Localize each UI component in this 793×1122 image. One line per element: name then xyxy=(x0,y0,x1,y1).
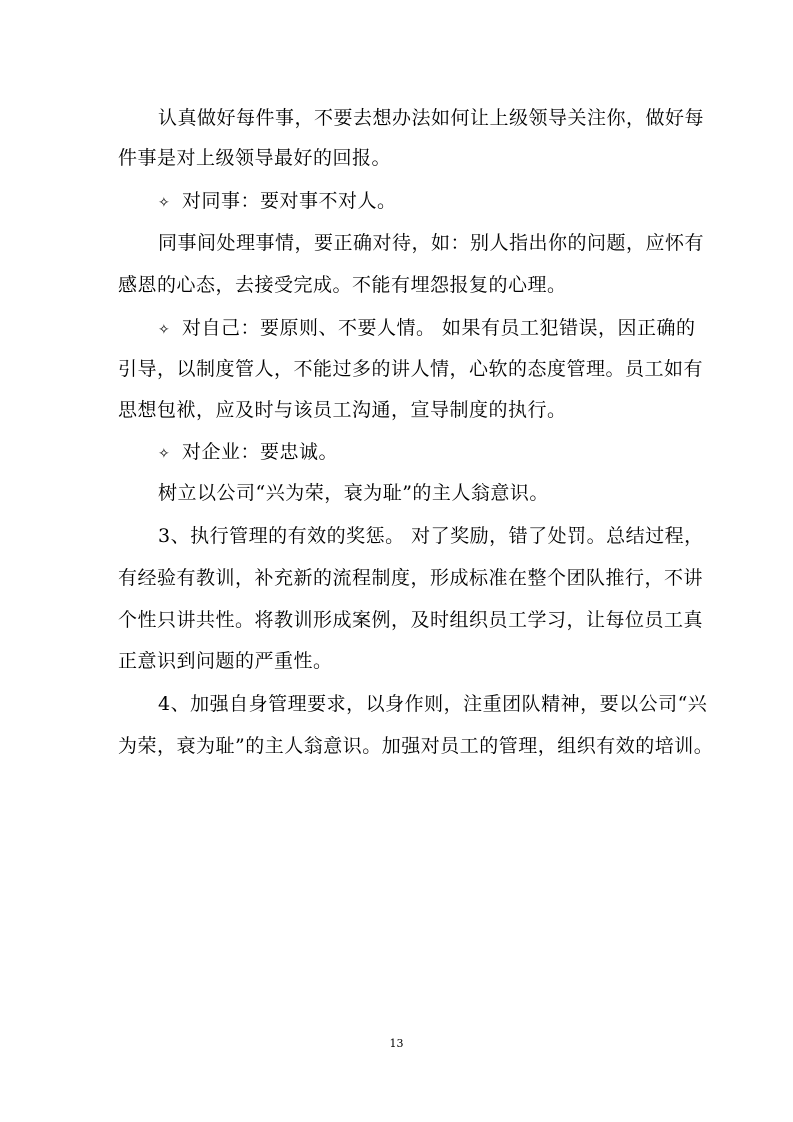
diamond-bullet-icon: ✧ xyxy=(158,446,171,462)
paragraph-line: 件事是对上级领导最好的回报。 xyxy=(118,147,392,169)
paragraph-line: 认真做好每件事，不要去想办法如何让上级领导关注你，做好每 xyxy=(158,107,705,129)
paragraph-line: 思想包袱，应及时与该员工沟通，宣导制度的执行。 xyxy=(118,399,567,421)
paragraph-line: 树立以公司“兴为荣，衰为耻”的主人翁意识。 xyxy=(158,482,549,504)
bullet-item-company xyxy=(158,440,338,466)
bullet-text: 对企业：要忠诚。 xyxy=(182,441,339,463)
bullet-item-colleagues xyxy=(158,189,397,215)
paragraph-line: 为荣，衰为耻”的主人翁意识。加强对员工的管理，组织有效的培训。 xyxy=(118,735,714,757)
paragraph-line: 4、加强自身管理要求，以身作则，注重团队精神，要以公司“兴 xyxy=(158,693,708,715)
paragraph-line: 3、执行管理的有效的奖惩。 对了奖励，错了处罚。总结过程， xyxy=(158,525,704,547)
bullet-text: 对同事：要对事不对人。 xyxy=(182,190,397,212)
diamond-bullet-icon: ✧ xyxy=(158,195,171,211)
paragraph-line: 感恩的心态，去接受完成。不能有埋怨报复的心理。 xyxy=(118,274,567,296)
diamond-bullet-icon: ✧ xyxy=(158,322,171,338)
paragraph-line: 引导，以制度管人，不能过多的讲人情，心软的态度管理。员工如有 xyxy=(118,358,704,380)
paragraph-line: 有经验有教训，补充新的流程制度，形成标准在整个团队推行，不讲 xyxy=(118,567,704,589)
paragraph-line: 个性只讲共性。将教训形成案例，及时组织员工学习，让每位员工真 xyxy=(118,609,704,631)
paragraph-line: 正意识到问题的严重性。 xyxy=(118,650,333,672)
page-number: 13 xyxy=(389,1037,404,1050)
bullet-text: 对自己：要原则、不要人情。 如果有员工犯错误，因正确的 xyxy=(182,317,696,339)
bullet-item-self xyxy=(158,316,696,342)
paragraph-line: 同事间处理事情，要正确对待，如：别人指出你的问题，应怀有 xyxy=(158,232,705,254)
